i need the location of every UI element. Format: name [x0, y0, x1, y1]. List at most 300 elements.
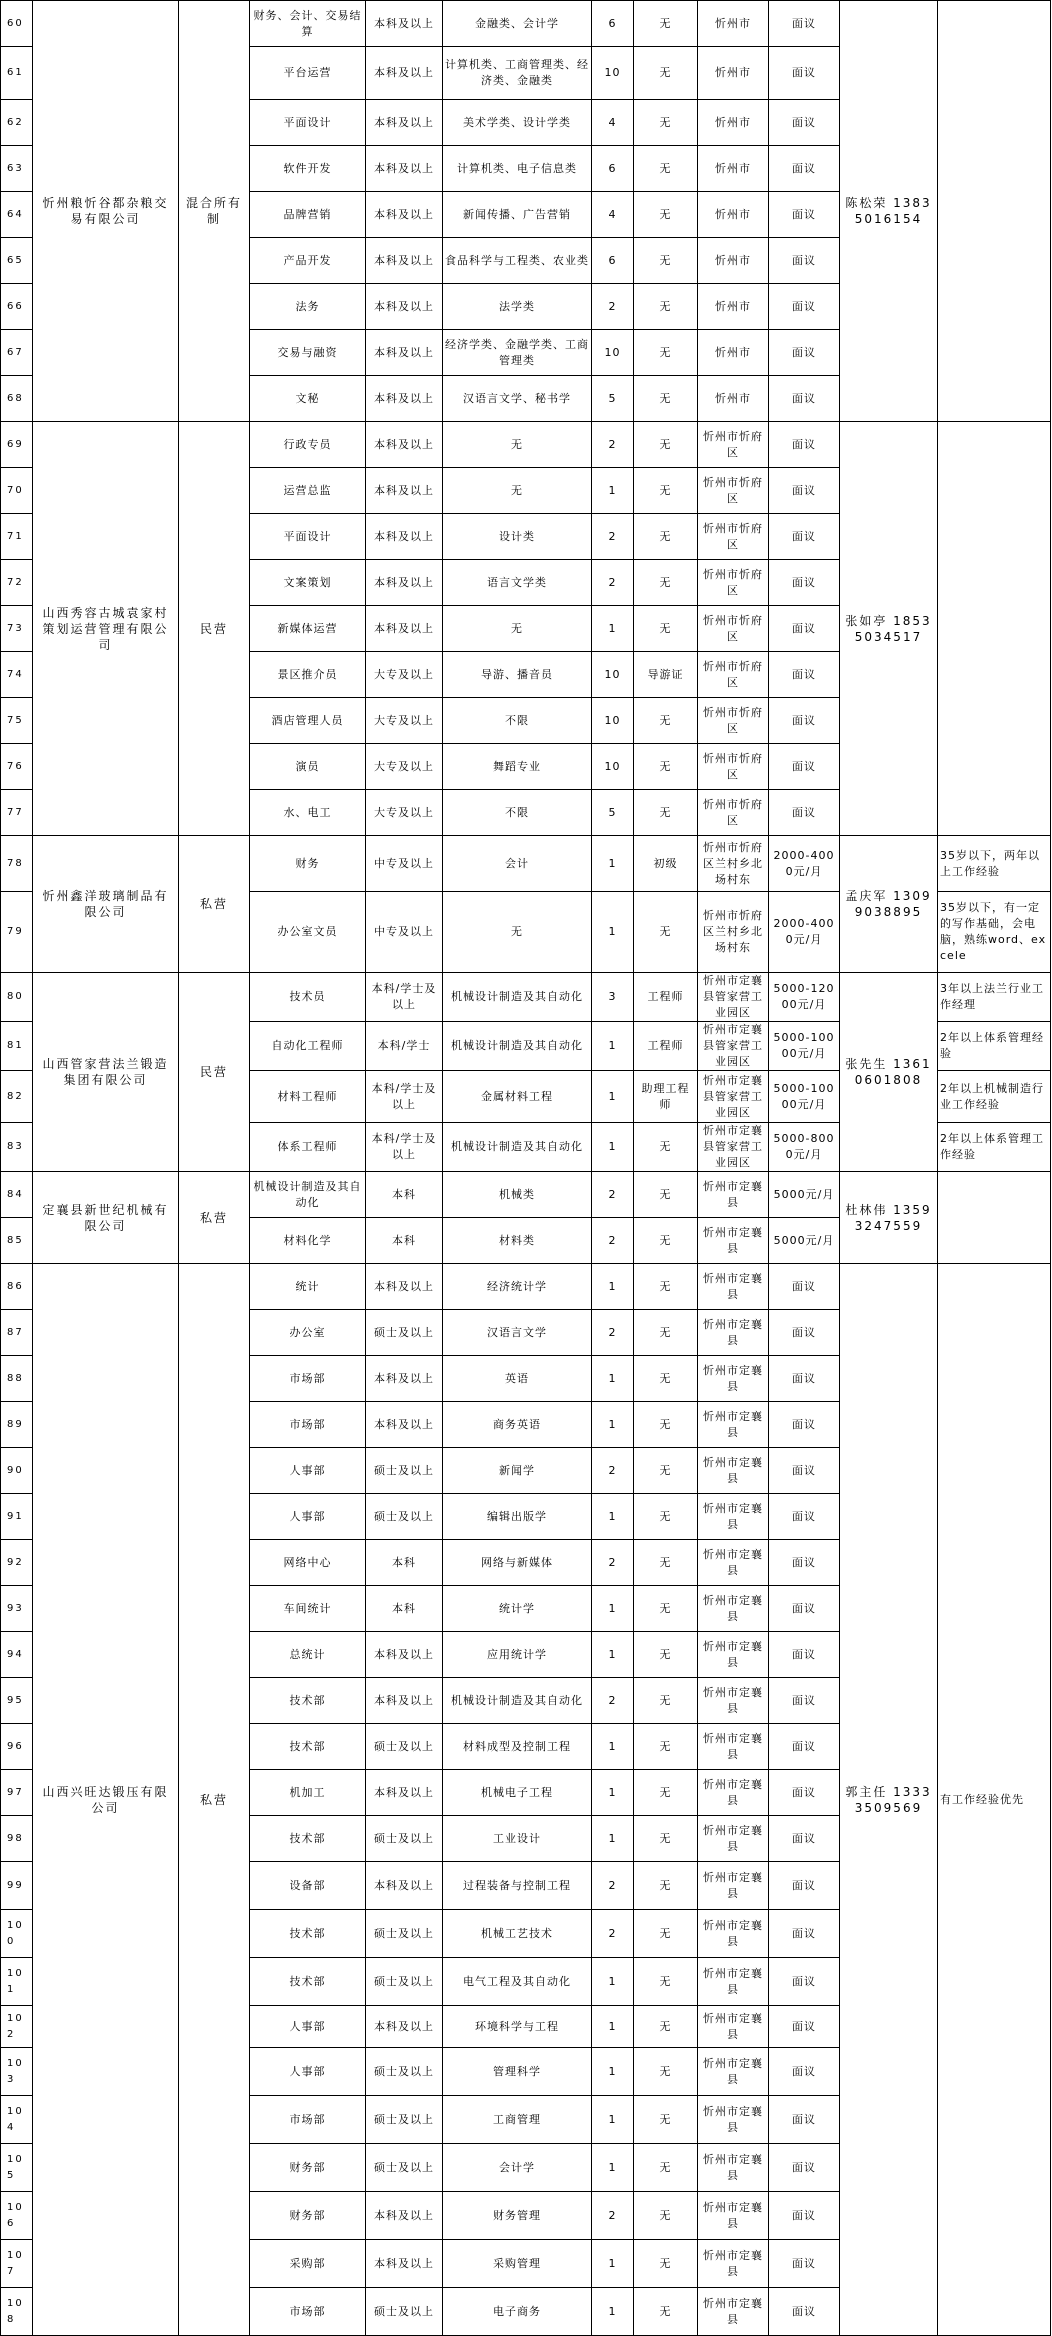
- row-number: 78: [1, 836, 33, 892]
- position: 技术部: [250, 1678, 366, 1724]
- work-location: 忻州市定襄县: [698, 1264, 769, 1310]
- education: 大专及以上: [366, 744, 443, 790]
- work-location: 忻州市忻府区: [698, 514, 769, 560]
- table-row: [1, 422, 1051, 468]
- certificate: 无: [634, 2006, 698, 2048]
- education: 硕士及以上: [366, 2048, 443, 2096]
- row-number: 68: [1, 376, 33, 422]
- row-number: 104: [1, 2096, 33, 2144]
- row-number: 88: [1, 1356, 33, 1402]
- salary: 面议: [769, 1448, 840, 1494]
- position: 采购部: [250, 2240, 366, 2288]
- headcount: 2: [592, 560, 634, 606]
- headcount: 1: [592, 1356, 634, 1402]
- education: 本科/学士及以上: [366, 973, 443, 1022]
- education: 硕士及以上: [366, 2144, 443, 2192]
- major: 环境科学与工程: [443, 2006, 592, 2048]
- headcount: 4: [592, 100, 634, 146]
- certificate: 无: [634, 1172, 698, 1218]
- major: 经济统计学: [443, 1264, 592, 1310]
- certificate: 无: [634, 1724, 698, 1770]
- position: 市场部: [250, 1402, 366, 1448]
- work-location: 忻州市: [698, 284, 769, 330]
- row-number: 103: [1, 2048, 33, 2096]
- education: 本科/学士: [366, 1022, 443, 1071]
- certificate: 无: [634, 1816, 698, 1862]
- row-number: 89: [1, 1402, 33, 1448]
- headcount: 10: [592, 652, 634, 698]
- headcount: 4: [592, 192, 634, 238]
- position: 人事部: [250, 2048, 366, 2096]
- position: 平面设计: [250, 514, 366, 560]
- row-number: 87: [1, 1310, 33, 1356]
- education: 本科及以上: [366, 100, 443, 146]
- headcount: 1: [592, 1816, 634, 1862]
- certificate: 无: [634, 2096, 698, 2144]
- position: 运营总监: [250, 468, 366, 514]
- position: 材料工程师: [250, 1071, 366, 1123]
- salary: 2000-4000元/月: [769, 892, 840, 973]
- work-location: 忻州市: [698, 1, 769, 47]
- education: 本科及以上: [366, 514, 443, 560]
- major: 会计学: [443, 2144, 592, 2192]
- contact-person: 郭主任 13333509569: [840, 1264, 938, 2336]
- education: 本科及以上: [366, 606, 443, 652]
- education: 本科: [366, 1218, 443, 1264]
- certificate: 助理工程师: [634, 1071, 698, 1123]
- work-location: 忻州市: [698, 330, 769, 376]
- salary: 面议: [769, 1910, 840, 1958]
- major: 工商管理: [443, 2096, 592, 2144]
- education: 本科及以上: [366, 560, 443, 606]
- education: 本科及以上: [366, 2006, 443, 2048]
- salary: 面议: [769, 1632, 840, 1678]
- major: 不限: [443, 698, 592, 744]
- headcount: 2: [592, 1678, 634, 1724]
- row-number: 86: [1, 1264, 33, 1310]
- education: 中专及以上: [366, 836, 443, 892]
- certificate: 无: [634, 560, 698, 606]
- position: 财务、会计、交易结算: [250, 1, 366, 47]
- headcount: 1: [592, 2288, 634, 2336]
- salary: 面议: [769, 1494, 840, 1540]
- certificate: 无: [634, 376, 698, 422]
- education: 本科及以上: [366, 1632, 443, 1678]
- education: 大专及以上: [366, 790, 443, 836]
- certificate: 无: [634, 1678, 698, 1724]
- certificate: 无: [634, 1540, 698, 1586]
- work-location: 忻州市忻府区: [698, 698, 769, 744]
- headcount: 2: [592, 422, 634, 468]
- headcount: 6: [592, 1, 634, 47]
- position: 行政专员: [250, 422, 366, 468]
- education: 本科及以上: [366, 284, 443, 330]
- position: 办公室: [250, 1310, 366, 1356]
- major: 不限: [443, 790, 592, 836]
- contact-person: 陈松荣 13835016154: [840, 1, 938, 422]
- position: 技术部: [250, 1816, 366, 1862]
- requirements-note: [938, 1172, 1051, 1264]
- education: 硕士及以上: [366, 1310, 443, 1356]
- headcount: 1: [592, 1071, 634, 1123]
- certificate: 无: [634, 1448, 698, 1494]
- major: 经济学类、金融学类、工商管理类: [443, 330, 592, 376]
- major: 网络与新媒体: [443, 1540, 592, 1586]
- certificate: 无: [634, 192, 698, 238]
- contact-person: 张先生 13610601808: [840, 973, 938, 1172]
- certificate: 无: [634, 238, 698, 284]
- education: 本科及以上: [366, 1678, 443, 1724]
- work-location: 忻州市定襄县: [698, 2144, 769, 2192]
- requirements-note: 2年以上体系管理工作经验: [938, 1123, 1051, 1172]
- position: 市场部: [250, 1356, 366, 1402]
- row-number: 62: [1, 100, 33, 146]
- work-location: 忻州市定襄县: [698, 1958, 769, 2006]
- headcount: 10: [592, 330, 634, 376]
- work-location: 忻州市忻府区: [698, 790, 769, 836]
- education: 本科及以上: [366, 422, 443, 468]
- education: 硕士及以上: [366, 1816, 443, 1862]
- work-location: 忻州市忻府区: [698, 606, 769, 652]
- position: 水、电工: [250, 790, 366, 836]
- education: 本科及以上: [366, 1862, 443, 1910]
- headcount: 2: [592, 284, 634, 330]
- major: 过程装备与控制工程: [443, 1862, 592, 1910]
- row-number: 70: [1, 468, 33, 514]
- work-location: 忻州市忻府区: [698, 652, 769, 698]
- company-name: 山西兴旺达锻压有限公司: [33, 1264, 179, 2336]
- position: 人事部: [250, 1494, 366, 1540]
- education: 硕士及以上: [366, 1910, 443, 1958]
- salary: 面议: [769, 238, 840, 284]
- salary: 面议: [769, 468, 840, 514]
- major: 统计学: [443, 1586, 592, 1632]
- salary: 5000-12000元/月: [769, 973, 840, 1022]
- salary: 面议: [769, 514, 840, 560]
- salary: 面议: [769, 2048, 840, 2096]
- certificate: 无: [634, 1310, 698, 1356]
- table-row: [1, 1, 1051, 47]
- work-location: 忻州市定襄县管家营工业园区: [698, 1022, 769, 1071]
- major: 无: [443, 422, 592, 468]
- requirements-note: [938, 422, 1051, 836]
- work-location: 忻州市定襄县: [698, 1586, 769, 1632]
- work-location: 忻州市定襄县: [698, 2192, 769, 2240]
- position: 人事部: [250, 1448, 366, 1494]
- certificate: 无: [634, 1770, 698, 1816]
- position: 网络中心: [250, 1540, 366, 1586]
- headcount: 2: [592, 1910, 634, 1958]
- major: 无: [443, 892, 592, 973]
- work-location: 忻州市定襄县管家营工业园区: [698, 1123, 769, 1172]
- row-number: 96: [1, 1724, 33, 1770]
- table-row: [1, 1172, 1051, 1218]
- salary: 面议: [769, 1586, 840, 1632]
- certificate: 无: [634, 1, 698, 47]
- work-location: 忻州市定襄县: [698, 1770, 769, 1816]
- requirements-note: 35岁以下，有一定的写作基础，会电脑，熟练word、excele: [938, 892, 1051, 973]
- major: 汉语言文学: [443, 1310, 592, 1356]
- salary: 面议: [769, 1264, 840, 1310]
- salary: 面议: [769, 1862, 840, 1910]
- work-location: 忻州市定襄县: [698, 2096, 769, 2144]
- salary: 5000-10000元/月: [769, 1022, 840, 1071]
- headcount: 1: [592, 1494, 634, 1540]
- certificate: 无: [634, 2144, 698, 2192]
- headcount: 1: [592, 1770, 634, 1816]
- salary: 面议: [769, 146, 840, 192]
- work-location: 忻州市定襄县: [698, 1494, 769, 1540]
- certificate: 无: [634, 1862, 698, 1910]
- certificate: 工程师: [634, 973, 698, 1022]
- major: 金属材料工程: [443, 1071, 592, 1123]
- position: 材料化学: [250, 1218, 366, 1264]
- row-number: 74: [1, 652, 33, 698]
- certificate: 无: [634, 1958, 698, 2006]
- salary: 面议: [769, 1724, 840, 1770]
- table-row: [1, 1264, 1051, 1310]
- headcount: 1: [592, 2240, 634, 2288]
- headcount: 1: [592, 1022, 634, 1071]
- salary: 面议: [769, 422, 840, 468]
- row-number: 73: [1, 606, 33, 652]
- major: 机械电子工程: [443, 1770, 592, 1816]
- row-number: 102: [1, 2006, 33, 2048]
- education: 本科及以上: [366, 376, 443, 422]
- position: 演员: [250, 744, 366, 790]
- major: 应用统计学: [443, 1632, 592, 1678]
- certificate: 无: [634, 2240, 698, 2288]
- work-location: 忻州市定襄县: [698, 2288, 769, 2336]
- education: 本科: [366, 1172, 443, 1218]
- row-number: 91: [1, 1494, 33, 1540]
- work-location: 忻州市定襄县: [698, 1862, 769, 1910]
- headcount: 3: [592, 973, 634, 1022]
- work-location: 忻州市忻府区: [698, 744, 769, 790]
- requirements-note: [938, 1, 1051, 422]
- row-number: 75: [1, 698, 33, 744]
- position: 设备部: [250, 1862, 366, 1910]
- major: 新闻学: [443, 1448, 592, 1494]
- work-location: 忻州市忻府区兰村乡北场村东: [698, 892, 769, 973]
- major: 机械设计制造及其自动化: [443, 1022, 592, 1071]
- position: 文秘: [250, 376, 366, 422]
- work-location: 忻州市定襄县: [698, 1724, 769, 1770]
- major: 管理科学: [443, 2048, 592, 2096]
- work-location: 忻州市定襄县: [698, 1356, 769, 1402]
- salary: 面议: [769, 652, 840, 698]
- row-number: 94: [1, 1632, 33, 1678]
- row-number: 67: [1, 330, 33, 376]
- certificate: 导游证: [634, 652, 698, 698]
- row-number: 71: [1, 514, 33, 560]
- position: 产品开发: [250, 238, 366, 284]
- row-number: 83: [1, 1123, 33, 1172]
- major: 无: [443, 468, 592, 514]
- headcount: 10: [592, 698, 634, 744]
- major: 计算机类、电子信息类: [443, 146, 592, 192]
- education: 本科及以上: [366, 468, 443, 514]
- salary: 5000元/月: [769, 1172, 840, 1218]
- education: 硕士及以上: [366, 2288, 443, 2336]
- salary: 面议: [769, 1356, 840, 1402]
- certificate: 无: [634, 1264, 698, 1310]
- position: 平面设计: [250, 100, 366, 146]
- row-number: 69: [1, 422, 33, 468]
- headcount: 1: [592, 892, 634, 973]
- major: 语言文学类: [443, 560, 592, 606]
- education: 本科: [366, 1586, 443, 1632]
- salary: 面议: [769, 192, 840, 238]
- salary: 面议: [769, 2192, 840, 2240]
- work-location: 忻州市忻府区: [698, 422, 769, 468]
- certificate: 无: [634, 284, 698, 330]
- salary: 面议: [769, 284, 840, 330]
- education: 本科及以上: [366, 1, 443, 47]
- ownership-type: 民营: [179, 422, 250, 836]
- certificate: 无: [634, 2192, 698, 2240]
- certificate: 无: [634, 100, 698, 146]
- headcount: 5: [592, 790, 634, 836]
- position: 自动化工程师: [250, 1022, 366, 1071]
- row-number: 95: [1, 1678, 33, 1724]
- salary: 面议: [769, 2240, 840, 2288]
- table-body: [1, 1, 1051, 2336]
- row-number: 106: [1, 2192, 33, 2240]
- headcount: 2: [592, 1448, 634, 1494]
- company-name: 忻州粮忻谷都杂粮交易有限公司: [33, 1, 179, 422]
- position: 办公室文员: [250, 892, 366, 973]
- requirements-note: 2年以上机械制造行业工作经验: [938, 1071, 1051, 1123]
- headcount: 2: [592, 2192, 634, 2240]
- row-number: 108: [1, 2288, 33, 2336]
- position: 市场部: [250, 2096, 366, 2144]
- major: 机械设计制造及其自动化: [443, 1678, 592, 1724]
- headcount: 1: [592, 468, 634, 514]
- headcount: 5: [592, 376, 634, 422]
- education: 本科及以上: [366, 1402, 443, 1448]
- position: 统计: [250, 1264, 366, 1310]
- headcount: 2: [592, 1540, 634, 1586]
- position: 技术员: [250, 973, 366, 1022]
- major: 导游、播音员: [443, 652, 592, 698]
- headcount: 1: [592, 2006, 634, 2048]
- certificate: 无: [634, 2048, 698, 2096]
- headcount: 2: [592, 1310, 634, 1356]
- headcount: 6: [592, 238, 634, 284]
- position: 法务: [250, 284, 366, 330]
- position: 总统计: [250, 1632, 366, 1678]
- headcount: 1: [592, 2096, 634, 2144]
- company-name: 忻州鑫洋玻璃制品有限公司: [33, 836, 179, 973]
- salary: 面议: [769, 100, 840, 146]
- salary: 面议: [769, 698, 840, 744]
- row-number: 93: [1, 1586, 33, 1632]
- work-location: 忻州市忻府区: [698, 468, 769, 514]
- major: 法学类: [443, 284, 592, 330]
- education: 硕士及以上: [366, 1494, 443, 1540]
- ownership-type: 私营: [179, 1172, 250, 1264]
- headcount: 1: [592, 1123, 634, 1172]
- certificate: 无: [634, 2288, 698, 2336]
- major: 会计: [443, 836, 592, 892]
- position: 文案策划: [250, 560, 366, 606]
- headcount: 1: [592, 1264, 634, 1310]
- headcount: 6: [592, 146, 634, 192]
- major: 舞蹈专业: [443, 744, 592, 790]
- salary: 面议: [769, 47, 840, 100]
- company-name: 定襄县新世纪机械有限公司: [33, 1172, 179, 1264]
- headcount: 1: [592, 1402, 634, 1448]
- salary: 面议: [769, 1958, 840, 2006]
- major: 新闻传播、广告营销: [443, 192, 592, 238]
- salary: 面议: [769, 1816, 840, 1862]
- work-location: 忻州市定襄县: [698, 2240, 769, 2288]
- row-number: 92: [1, 1540, 33, 1586]
- salary: 面议: [769, 2006, 840, 2048]
- work-location: 忻州市定襄县: [698, 1310, 769, 1356]
- row-number: 82: [1, 1071, 33, 1123]
- certificate: 无: [634, 790, 698, 836]
- major: 机械工艺技术: [443, 1910, 592, 1958]
- row-number: 81: [1, 1022, 33, 1071]
- row-number: 76: [1, 744, 33, 790]
- work-location: 忻州市定襄县管家营工业园区: [698, 1071, 769, 1123]
- position: 技术部: [250, 1724, 366, 1770]
- salary: 面议: [769, 1540, 840, 1586]
- education: 本科/学士及以上: [366, 1123, 443, 1172]
- position: 财务部: [250, 2144, 366, 2192]
- certificate: 初级: [634, 836, 698, 892]
- headcount: 2: [592, 1218, 634, 1264]
- education: 大专及以上: [366, 698, 443, 744]
- position: 新媒体运营: [250, 606, 366, 652]
- certificate: 无: [634, 698, 698, 744]
- major: 工业设计: [443, 1816, 592, 1862]
- row-number: 65: [1, 238, 33, 284]
- certificate: 无: [634, 606, 698, 652]
- requirements-note: 3年以上法兰行业工作经理: [938, 973, 1051, 1022]
- row-number: 80: [1, 973, 33, 1022]
- certificate: 无: [634, 744, 698, 790]
- education: 本科及以上: [366, 1264, 443, 1310]
- major: 计算机类、工商管理类、经济类、金融类: [443, 47, 592, 100]
- work-location: 忻州市: [698, 146, 769, 192]
- row-number: 97: [1, 1770, 33, 1816]
- major: 机械设计制造及其自动化: [443, 973, 592, 1022]
- position: 品牌营销: [250, 192, 366, 238]
- position: 技术部: [250, 1910, 366, 1958]
- position: 软件开发: [250, 146, 366, 192]
- work-location: 忻州市定襄县: [698, 1540, 769, 1586]
- certificate: 工程师: [634, 1022, 698, 1071]
- certificate: 无: [634, 146, 698, 192]
- headcount: 1: [592, 2144, 634, 2192]
- major: 采购管理: [443, 2240, 592, 2288]
- row-number: 100: [1, 1910, 33, 1958]
- major: 食品科学与工程类、农业类: [443, 238, 592, 284]
- salary: 面议: [769, 376, 840, 422]
- row-number: 105: [1, 2144, 33, 2192]
- education: 本科: [366, 1540, 443, 1586]
- position: 技术部: [250, 1958, 366, 2006]
- headcount: 1: [592, 1586, 634, 1632]
- work-location: 忻州市: [698, 100, 769, 146]
- certificate: 无: [634, 47, 698, 100]
- work-location: 忻州市忻府区: [698, 560, 769, 606]
- major: 金融类、会计学: [443, 1, 592, 47]
- contact-person: 孟庆军 13099038895: [840, 836, 938, 973]
